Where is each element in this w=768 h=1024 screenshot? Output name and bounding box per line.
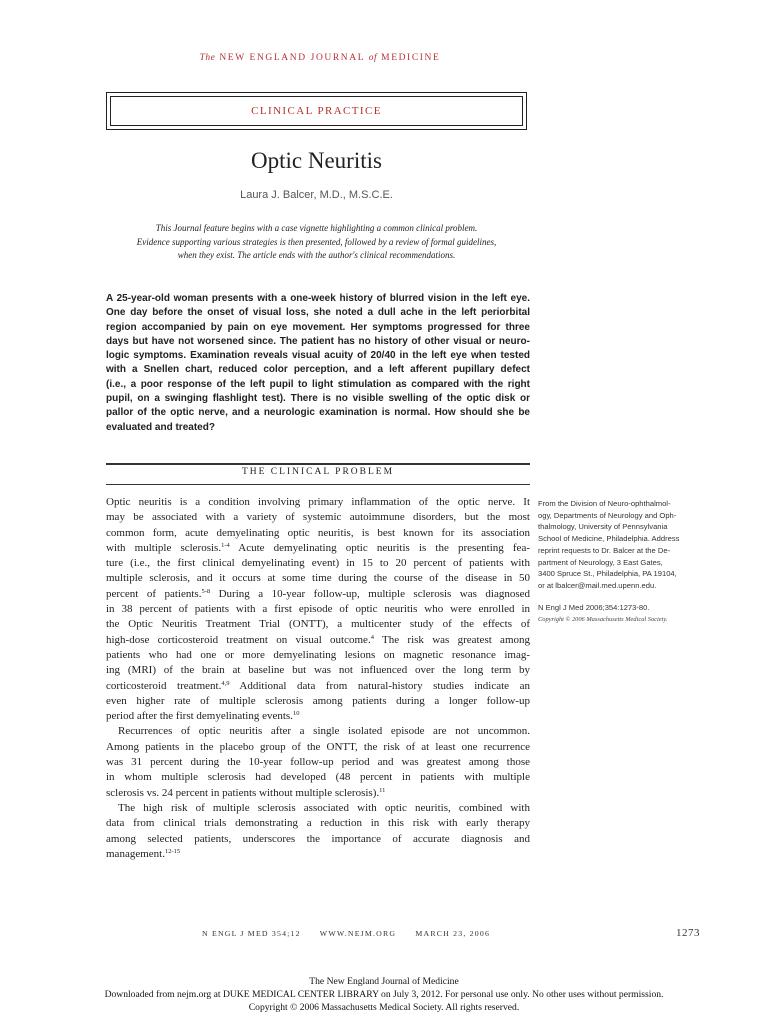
body-line bbox=[106, 724, 530, 739]
vignette-line: region accompanied by pain on eye movement. Her symptoms progressed for three bbox=[106, 321, 530, 333]
section-rule-bottom bbox=[106, 484, 530, 485]
download-line: Copyright © 2006 Massachusetts Medical Society. All rights reserved. bbox=[248, 1002, 520, 1013]
body-text-span: ture (i.e., the first clinical demyelinating event) in 15 to 20 percent of patients with bbox=[106, 557, 530, 570]
body-line bbox=[106, 526, 530, 541]
body-line bbox=[106, 801, 530, 816]
body-line bbox=[106, 709, 530, 724]
body-line bbox=[106, 633, 530, 648]
journal-name-1: NEW ENGLAND JOURNAL bbox=[219, 53, 365, 63]
body-line bbox=[106, 786, 530, 801]
reference-superscript: 1-4 bbox=[221, 541, 230, 549]
body-line bbox=[106, 663, 530, 678]
affiliation-line: ogy, Departments of Neurology and Oph- bbox=[538, 510, 677, 520]
affiliation-line: or at lbalcer@mail.med.upenn.edu. bbox=[538, 580, 657, 590]
citation: N Engl J Med 2006;354:1273-80. bbox=[538, 603, 650, 612]
body-text-span: Additional data from natural-history studies indicate an bbox=[229, 679, 530, 692]
author-affiliation bbox=[538, 498, 710, 592]
body-line bbox=[106, 816, 530, 831]
footer-site[interactable]: WWW.NEJM.ORG bbox=[319, 929, 397, 938]
reference-superscript: 4 bbox=[370, 633, 374, 641]
body-text-span: Optic neuritis is a condition involving primary inflammation of the optic nerve. It bbox=[106, 496, 530, 508]
affiliation-line: From the Division of Neuro-ophthalmol- bbox=[538, 499, 671, 508]
intro-line: when they exist. The article ends with the author's clinical recommendations. bbox=[177, 250, 456, 260]
vignette-line: (i.e., a poor response of the left pupil to light stimulation as compared with the right bbox=[106, 378, 530, 390]
body-text-span: During a 10-year follow-up, multiple sclerosis was diagnosed bbox=[210, 587, 530, 600]
affiliation-line: reprint requests to Dr. Balcer at the De- bbox=[538, 545, 671, 555]
body-text-span: even higher rate of multiple sclerosis among patients during a longer follow-up bbox=[106, 694, 530, 707]
body-text-span: in 38 percent of patients with a first episode of optic neuritis who were enrolled in bbox=[106, 603, 530, 616]
footer-volume: N ENGL J MED 354;12 bbox=[202, 929, 301, 938]
affiliation-line: thalmology, University of Pennsylvania bbox=[538, 522, 668, 532]
body-text-span: the Optic Neuritis Treatment Trial (ONTT), a multicenter study of the effects of bbox=[106, 618, 530, 631]
intro-line: This Journal feature begins with a case vignette highlighting a common clinical problem. bbox=[155, 223, 478, 233]
body-line bbox=[106, 602, 530, 617]
journal-of: of bbox=[368, 53, 378, 63]
sidebar-copyright: Copyright © 2006 Massachusetts Medical Society. bbox=[538, 616, 668, 623]
vignette-line: One day before the onset of visual loss, she noted a dull ache in the left periorbital bbox=[106, 307, 530, 319]
body-text-span: with multiple sclerosis. bbox=[106, 541, 222, 554]
vignette-line: pupil, on a swinging flashlight test). There is no visible swelling of the optic disk or bbox=[106, 393, 530, 405]
section-label-box bbox=[106, 92, 527, 130]
body-text-span: high-dose corticosteroid treatment on visual outcome. bbox=[106, 633, 371, 646]
body-text-span: Acute demyelinating optic neuritis is the presenting fea- bbox=[229, 541, 530, 554]
body-text bbox=[106, 495, 530, 862]
feature-intro bbox=[106, 222, 527, 263]
body-line bbox=[106, 770, 530, 785]
case-vignette bbox=[106, 292, 530, 435]
body-line bbox=[106, 648, 530, 663]
reference-superscript: 12-15 bbox=[164, 847, 181, 855]
reference-superscript: 11 bbox=[379, 786, 386, 794]
body-line bbox=[106, 847, 530, 862]
body-text-span: period after the first demyelinating events. bbox=[106, 710, 293, 723]
reference-superscript: 4,9 bbox=[221, 679, 230, 687]
download-line: The New England Journal of Medicine bbox=[309, 976, 459, 987]
intro-line: Evidence supporting various strategies is then presented, followed by a review of formal guidelines, bbox=[136, 236, 497, 247]
section-label: CLINICAL PRACTICE bbox=[110, 96, 523, 126]
body-text-span: sclerosis vs. 24 percent in patients without multiple sclerosis). bbox=[106, 786, 380, 799]
footer-date: MARCH 23, 2006 bbox=[415, 929, 491, 938]
body-text-span: patients who had one or more demyelinating lesions on magnetic resonance imag- bbox=[106, 648, 530, 661]
body-line bbox=[106, 495, 530, 510]
body-line bbox=[106, 832, 530, 847]
journal-header bbox=[100, 53, 540, 63]
body-text-span: in whom multiple sclerosis had developed (48 percent in patients with multiple bbox=[106, 771, 530, 784]
body-line bbox=[106, 617, 530, 632]
body-text-span: management. bbox=[106, 847, 165, 860]
affiliation-line: partment of Neurology, 3 East Gates, bbox=[538, 557, 663, 567]
body-line bbox=[106, 587, 530, 602]
body-line bbox=[106, 556, 530, 571]
body-text-span: common form, acute demyelinating optic neuritis, is best known for its association bbox=[106, 526, 530, 539]
body-line bbox=[106, 740, 530, 755]
body-line bbox=[106, 510, 530, 525]
body-line bbox=[106, 679, 530, 694]
body-text-span: multiple sclerosis, and it occurs at some time during the course of the disease in 50 bbox=[106, 572, 530, 585]
body-text-span: was 31 percent during the 10-year follow-up period and was greatest among those bbox=[106, 756, 530, 769]
page-number: 1273 bbox=[676, 927, 700, 939]
body-text-span: The risk was greatest among bbox=[373, 633, 530, 646]
article-author: Laura J. Balcer, M.D., M.S.C.E. bbox=[240, 189, 393, 201]
body-text-span: ing (MRI) of the brain at baseline but was not influenced over the long term by bbox=[106, 664, 530, 677]
vignette-line: with a Snellen chart, reduced color perception, and a left afferent pupillary defect bbox=[106, 364, 530, 376]
body-text-span: Among patients in the placebo group of the ONTT, the risk of at least one recurrence bbox=[106, 740, 530, 753]
download-line: Downloaded from nejm.org at DUKE MEDICAL CENTER LIBRARY on July 3, 2012. For personal use only. No other uses without permission. bbox=[104, 989, 664, 1000]
body-text-span: The high risk of multiple sclerosis associated with optic neuritis, combined with bbox=[118, 801, 530, 814]
vignette-line: A 25-year-old woman presents with a one-week history of blurred vision in the left eye. bbox=[106, 293, 530, 304]
reference-superscript: 5-8 bbox=[201, 587, 211, 595]
page-footer bbox=[202, 929, 502, 938]
journal-name-2: MEDICINE bbox=[381, 53, 441, 63]
vignette-line: logic symptoms. Examination reveals visual acuity of 20/40 in the left eye when tested bbox=[106, 350, 530, 362]
body-line bbox=[106, 571, 530, 586]
body-text-span: Recurrences of optic neuritis after a single isolated episode are not uncommon. bbox=[118, 725, 530, 738]
section-rule-top bbox=[106, 463, 530, 465]
vignette-line: days but have not worsened since. The patient has no history of other visual or neuro- bbox=[106, 335, 530, 347]
body-text-span: among selected patients, underscores the importance of accurate diagnosis and bbox=[106, 832, 530, 845]
body-text-span: data from clinical trials demonstrating a reduction in this risk with early therapy bbox=[106, 817, 530, 830]
body-line bbox=[106, 755, 530, 770]
body-text-span: corticosteroid treatment. bbox=[106, 679, 222, 692]
affiliation-line: School of Medicine, Philadelphia. Address bbox=[538, 534, 680, 544]
vignette-line: evaluated and treated? bbox=[106, 421, 215, 433]
article-title: Optic Neuritis bbox=[251, 148, 382, 173]
body-line bbox=[106, 694, 530, 709]
download-notice bbox=[0, 975, 768, 1014]
affiliation-line: 3400 Spruce St., Philadelphia, PA 19104, bbox=[538, 569, 677, 579]
body-text-span: percent of patients. bbox=[106, 587, 202, 600]
journal-the: The bbox=[199, 53, 216, 63]
reference-superscript: 10 bbox=[292, 710, 300, 718]
vignette-line: pallor of the optic nerve, and a neurologic examination is normal. How should she be bbox=[106, 407, 530, 419]
section-heading: THE CLINICAL PROBLEM bbox=[241, 467, 395, 477]
body-text-span: may be associated with a variety of systemic autoimmune disorders, but the most bbox=[106, 511, 530, 524]
body-line bbox=[106, 541, 530, 556]
